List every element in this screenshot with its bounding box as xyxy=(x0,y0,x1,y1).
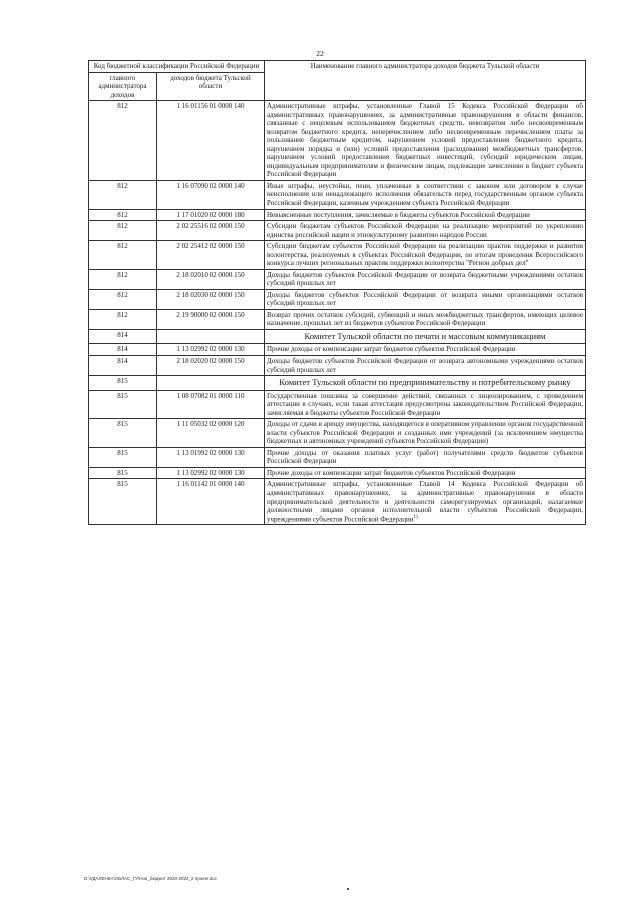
income-code-cell: 1 16 01156 01 0000 140 xyxy=(157,101,265,181)
footnote-marker: 1) xyxy=(413,514,418,520)
description-cell xyxy=(265,419,586,448)
table-row xyxy=(89,447,586,467)
admin-header: главного администратора доходов xyxy=(89,72,157,101)
description-text: Иные штрафы, неустойки, пени, уплаченные в соответствии с законом или договором в случае неисполнения или ненадлежащего исполнения обязательств перед государственным органом субъекта Российской Федерации, казенным учреждением субъекта Российской Федерации xyxy=(267,181,583,207)
income-code-cell: 2 19 90000 02 0000 150 xyxy=(157,309,265,329)
income-code-cell: 1 13 01992 02 0000 130 xyxy=(157,447,265,467)
table-row xyxy=(89,241,586,270)
page-number: 22 xyxy=(316,49,324,58)
table-row xyxy=(89,101,586,181)
income-code-header: доходов бюджета Тульской области xyxy=(157,72,265,101)
description-cell xyxy=(265,209,586,221)
description-cell xyxy=(265,241,586,270)
section-row xyxy=(89,329,586,344)
description-cell xyxy=(265,180,586,209)
admin-code-cell: 815 xyxy=(89,467,157,479)
section-title-cell: Комитет Тульской области по печати и массовым коммуникациям xyxy=(265,329,586,344)
income-code-cell: 1 08 07082 01 0000 110 xyxy=(157,390,265,419)
description-text: Прочие доходы от компенсации затрат бюджетов субъектов Российской Федерации xyxy=(267,468,516,477)
income-code-cell: 2 18 02020 02 0000 150 xyxy=(157,356,265,376)
table-body xyxy=(89,101,586,525)
description-cell xyxy=(265,344,586,356)
description-cell xyxy=(265,356,586,376)
table-row xyxy=(89,289,586,309)
budget-revenue-table xyxy=(88,60,586,525)
description-cell xyxy=(265,447,586,467)
description-cell xyxy=(265,390,586,419)
admin-code-cell: 815 xyxy=(89,376,157,391)
section-title-cell: Комитет Тульской области по предпринимательству и потребительскому рынку xyxy=(265,376,586,391)
table-row xyxy=(89,356,586,376)
description-text: Административные штрафы, установленные Главой 15 Кодекса Российской Федерации об административных правонарушениях, за административные правонарушения в области финансов, связанные с нецелевым использованием бюджетных средств, невозвратом либо несвоевременным возвратом бюджетного кредита, неперечислением либо несвоевременным перечислением платы за пользование бюджетным кредитом, нарушением условий предоставления бюджетного кредита, нарушением порядка и (или) условий предоставления (расходования) межбюджетных трансфертов, нарушением условий предоставления бюджетных инвестиций, субсидий юридическим лицам, индивидуальным предпринимателям и физическим лицам, подлежащие зачислению в бюджет субъекта Российской Федерации xyxy=(267,102,583,179)
section-row xyxy=(89,376,586,391)
table-row xyxy=(89,309,586,329)
table-row xyxy=(89,269,586,289)
description-text: Доходы бюджетов субъектов Российской Федерации от возврата иными организациями остатков субсидий прошлых лет xyxy=(267,290,583,308)
description-cell xyxy=(265,467,586,479)
income-code-cell: 2 02 25412 02 0000 150 xyxy=(157,241,265,270)
table-header-row xyxy=(89,61,586,73)
table-row xyxy=(89,479,586,525)
admin-code-cell: 815 xyxy=(89,479,157,525)
income-code-cell: 2 02 25516 02 0000 150 xyxy=(157,221,265,241)
description-text: Доходы бюджетов субъектов Российской Федерации от возврата автономными учреждениями остатков субсидий прошлых лет xyxy=(267,357,583,374)
admin-code-cell: 812 xyxy=(89,241,157,270)
description-cell xyxy=(265,479,586,525)
description-cell xyxy=(265,269,586,289)
file-path-footer: D:\УДАЛЕНКА\ОБЛАС_ГУ\Нов_бюджет 2020-2022_2 проект.doc xyxy=(84,876,217,881)
income-code-cell: 1 11 05032 02 0000 120 xyxy=(157,419,265,448)
admin-code-cell: 812 xyxy=(89,221,157,241)
admin-code-cell: 815 xyxy=(89,447,157,467)
description-text: Возврат прочих остатков субсидий, субвенций и иных межбюджетных трансфертов, имеющих целевое назначение, прошлых лет из бюджетов субъектов Российской Федерации xyxy=(267,310,583,328)
description-text: Прочие доходы от компенсации затрат бюджетов субъектов Российской Федерации xyxy=(267,345,516,354)
income-code-cell: 1 16 07090 02 0000 140 xyxy=(157,180,265,209)
income-code-cell: 1 16 01142 01 0000 140 xyxy=(157,479,265,525)
empty-code-cell xyxy=(157,376,265,391)
admin-code-cell: 812 xyxy=(89,289,157,309)
table-row xyxy=(89,209,586,221)
admin-code-cell: 812 xyxy=(89,101,157,181)
admin-code-cell: 814 xyxy=(89,329,157,344)
description-cell xyxy=(265,101,586,181)
description-text: Невыясненные поступления, зачисляемые в бюджеты субъектов Российской Федерации xyxy=(267,210,530,219)
description-text: Субсидии бюджетам субъектов Российской Федерации на реализацию практик поддержки и развития волонтерства, реализуемых в субъектах Российской Федерации, по итогам проведения Всероссийского конкурса лучших региональных практик поддержки волонтерства "Регион добрых дел" xyxy=(267,242,583,268)
name-header: Наименование главного администратора доходов бюджета Тульской области xyxy=(265,61,586,101)
stray-dot xyxy=(347,888,349,890)
description-text: Прочие доходы от оказания платных услуг (работ) получателями средств бюджетов субъектов Российской Федерации xyxy=(267,448,583,466)
admin-code-cell: 815 xyxy=(89,390,157,419)
admin-code-cell: 815 xyxy=(89,419,157,448)
admin-code-cell: 812 xyxy=(89,309,157,329)
description-cell xyxy=(265,221,586,241)
admin-code-cell: 814 xyxy=(89,356,157,376)
admin-code-cell: 812 xyxy=(89,180,157,209)
description-text: Доходы бюджетов субъектов Российской Федерации от возврата бюджетными учреждениями остатков субсидий прошлых лет xyxy=(267,270,583,288)
table-row xyxy=(89,390,586,419)
empty-code-cell xyxy=(157,329,265,344)
description-cell xyxy=(265,289,586,309)
classification-header: Код бюджетной классификации Российской Федерации xyxy=(89,61,265,73)
description-text: Административные штрафы, установленные Главой 14 Кодекса Российской Федерации об административных правонарушениях, за административные правонарушения в области предпринимательской деятельности и деятельности саморегулируемых организаций, налагаемые должностными лицами органов исполнительной власти субъектов Российской Федерации, учреждениями субъектов Российской Федерации xyxy=(267,480,583,523)
income-code-cell: 1 13 02992 02 0000 130 xyxy=(157,344,265,356)
table-row xyxy=(89,467,586,479)
income-code-cell: 2 18 02030 02 0000 150 xyxy=(157,289,265,309)
table-row xyxy=(89,419,586,448)
income-code-cell: 2 18 02010 02 0000 150 xyxy=(157,269,265,289)
admin-code-cell: 812 xyxy=(89,209,157,221)
description-text: Субсидии бюджетам субъектов Российской Федерации на реализацию мероприятий по укреплению единства российской нации и этнокультурному развитию народов России xyxy=(267,222,583,239)
table-row xyxy=(89,221,586,241)
admin-code-cell: 814 xyxy=(89,344,157,356)
table-row xyxy=(89,344,586,356)
description-cell xyxy=(265,309,586,329)
description-text: Доходы от сдачи в аренду имущества, находящегося в оперативном управлении органов государственной власти субъектов Российской Федерации и созданных ими учреждений (за исключением имущества бюджетных и автономных учреждений субъектов Российской Федерации) xyxy=(267,420,583,446)
description-text: Государственная пошлина за совершение действий, связанных с лицензированием, с проведением аттестации в случаях, если такая аттестация предусмотрена законодательством Российской Федерации, зачисляемая в бюджеты субъектов Российской Федерации xyxy=(267,391,583,417)
admin-code-cell: 812 xyxy=(89,269,157,289)
table-row xyxy=(89,180,586,209)
income-code-cell: 1 13 02992 02 0000 130 xyxy=(157,467,265,479)
income-code-cell: 1 17 01020 02 0000 180 xyxy=(157,209,265,221)
